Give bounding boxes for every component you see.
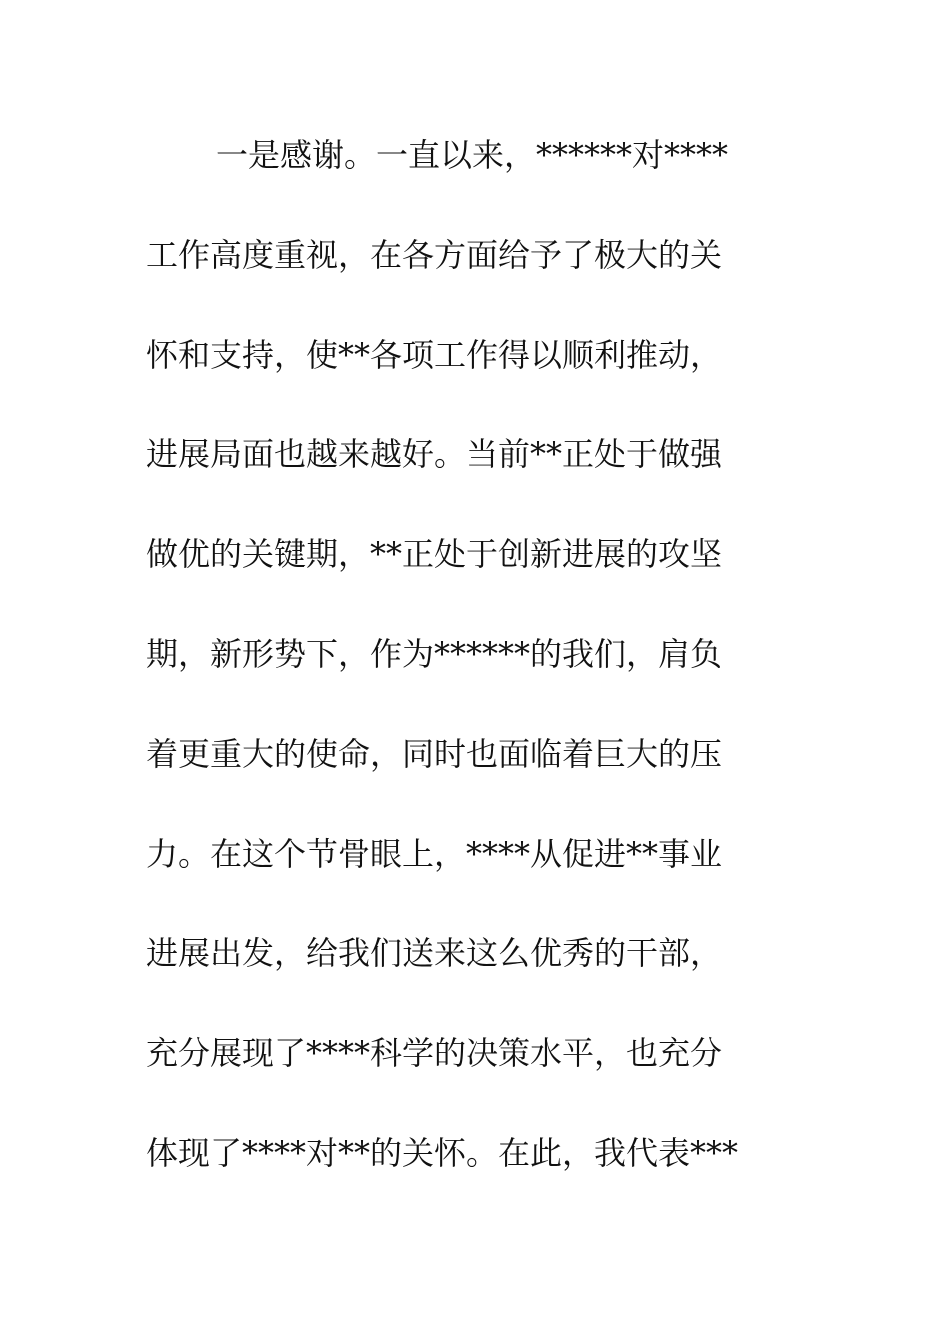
paragraph-line-1: 一是感谢。一直以来，******对**** — [216, 136, 729, 174]
paragraph-line-2: 工作高度重视，在各方面给予了极大的关 — [146, 235, 723, 274]
paragraph-line-8: 力。在这个节骨眼上，****从促进**事业 — [146, 834, 723, 873]
paragraph-line-7: 着更重大的使命，同时也面临着巨大的压 — [146, 734, 723, 773]
paragraph-line-3: 怀和支持，使**各项工作得以顺利推动， — [146, 335, 723, 374]
paragraph-line-4: 进展局面也越来越好。当前**正处于做强 — [146, 435, 723, 474]
paragraph-line-11: 体现了****对**的关怀。在此，我代表*** — [146, 1133, 739, 1172]
paragraph-line-5: 做优的关键期，**正处于创新进展的攻坚 — [146, 535, 723, 574]
body-paragraph — [146, 126, 826, 1224]
paragraph-line-6: 期，新形势下，作为******的我们，肩负 — [146, 634, 723, 673]
paragraph-line-10: 充分展现了****科学的决策水平，也充分 — [146, 1034, 723, 1073]
paragraph-line-9: 进展出发，给我们送来这么优秀的干部， — [146, 934, 723, 973]
